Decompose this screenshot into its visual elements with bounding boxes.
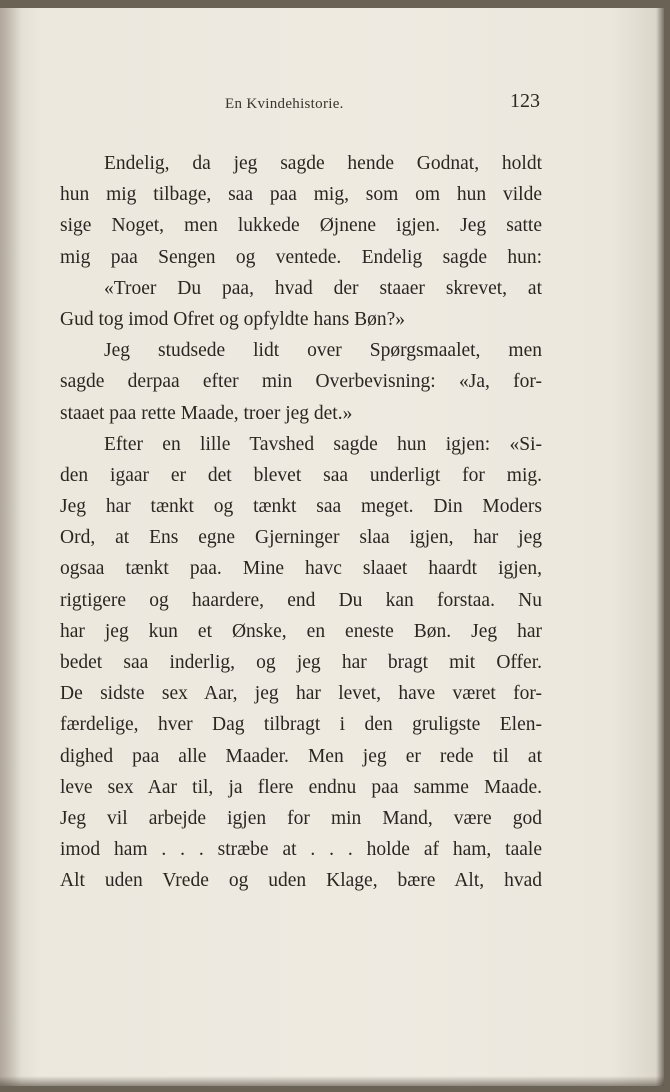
text-line: dighed paa alle Maader. Men jeg er rede til at: [60, 745, 542, 767]
text-line: Gud tog imod Ofret og opfyldte hans Bøn?»: [60, 308, 405, 330]
text-line: staaet paa rette Maade, troer jeg det.»: [60, 402, 353, 424]
text-line: hun mig tilbage, saa paa mig, som om hun vilde: [60, 184, 542, 206]
text-line: imod ham . . . stræbe at . . . holde af ham, taale: [60, 839, 542, 861]
page-bottom-edge: [0, 1076, 664, 1086]
running-head: [60, 90, 542, 118]
page-right-edge: [656, 8, 664, 1086]
text-line: mig paa Sengen og ventede. Endelig sagde hun:: [60, 246, 542, 268]
text-line: De sidste sex Aar, jeg har levet, have været for-: [60, 683, 542, 705]
text-line: leve sex Aar til, ja flere endnu paa samme Maade.: [60, 776, 542, 798]
text-line: sige Noget, men lukkede Øjnene igjen. Jeg satte: [60, 215, 542, 237]
text-line: bedet saa inderlig, og jeg har bragt mit Offer.: [60, 652, 542, 673]
spine-shadow: [0, 8, 22, 1086]
text-line: Jeg har tænkt og tænkt saa meget. Din Moders: [60, 496, 542, 518]
body-text: [60, 148, 542, 897]
text-line: «Troer Du paa, hvad der staaer skrevet, at: [104, 277, 542, 299]
text-line: Endelig, da jeg sagde hende Godnat, holdt: [104, 153, 542, 174]
text-line: Alt uden Vrede og uden Klage, bære Alt, hvad: [60, 870, 542, 892]
text-line: sagde derpaa efter min Overbevisning: «Ja, for-: [60, 371, 542, 393]
text-line: færdelige, hver Dag tilbragt i den gruligste Elen-: [60, 714, 542, 736]
text-line: Jeg vil arbejde igjen for min Mand, være god: [60, 807, 542, 829]
page-number: 123: [510, 90, 540, 112]
text-line: Ord, at Ens egne Gjerninger slaa igjen, har jeg: [60, 527, 542, 549]
text-line: den igaar er det blevet saa underligt for mig.: [60, 464, 542, 486]
text-line: Jeg studsede lidt over Spørgsmaalet, men: [104, 340, 542, 362]
book-page: [0, 8, 664, 1086]
text-line: Efter en lille Tavshed sagde hun igjen: «Si-: [104, 433, 542, 455]
text-line: har jeg kun et Ønske, en eneste Bøn. Jeg har: [60, 620, 542, 642]
text-line: rigtigere og haardere, end Du kan forstaa. Nu: [60, 589, 542, 611]
text-line: ogsaa tænkt paa. Mine havc slaaet haardt igjen,: [60, 558, 542, 580]
running-title: En Kvindehistorie.: [225, 96, 344, 112]
